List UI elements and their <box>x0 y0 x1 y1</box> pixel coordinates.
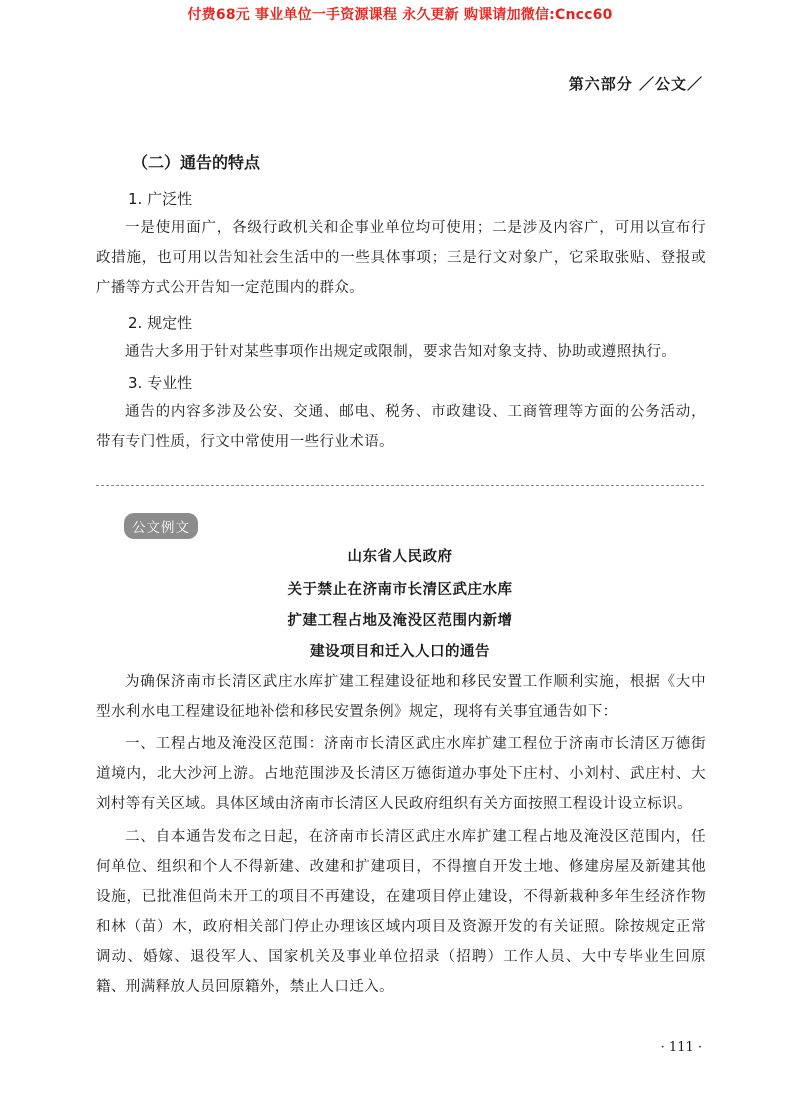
doc-paragraph-two: 二、自本通告发布之日起，在济南市长清区武庄水库扩建工程占地及淹没区范围内，任何单位、组织和个人不得新建、改建和扩建项目，不得擅自开发土地、修建房屋及新建其他设施，已批准但尚未开工的项目不再建设，在建项目停止建设，不得新栽种多年生经济作物和林（苗）木，政府相关部门停止办理该区域内项目及资源开发的有关证照。除按规定正常调动、婚嫁、退役军人、国家机关及事业单位招录（招聘）工作人员、大中专毕业生回原籍、刑满释放人员回原籍外，禁止人口迁入。 <box>96 829 706 995</box>
doc-title-line-3: 扩建工程占地及淹没区范围内新增 <box>287 613 513 629</box>
example-badge: 公文例文 <box>124 513 198 539</box>
doc-title-line-2: 关于禁止在济南市长清区武庄水库 <box>287 582 513 598</box>
doc-title-line-4: 建设项目和迁入人口的通告 <box>310 644 490 660</box>
subheading-professional: 3. 专业性 <box>128 374 193 392</box>
paragraph-breadth: 一是使用面广，各级行政机关和企事业单位均可使用；二是涉及内容广，可用以宣布行政措施，也可用以告知社会生活中的一些具体事项；三是行文对象广，它采取张贴、登报或广播等方式公开告知一定范围内的群众。 <box>96 220 706 296</box>
paragraph-professional: 通告的内容多涉及公安、交通、邮电、税务、市政建设、工商管理等方面的公务活动，带有专门性质，行文中常使用一些行业术语。 <box>96 404 706 450</box>
section-title: （二）通告的特点 <box>132 153 261 172</box>
page-number: · 111 · <box>660 1040 702 1055</box>
section-divider <box>96 485 704 486</box>
doc-paragraph-one: 一、工程占地及淹没区范围：济南市长清区武庄水库扩建工程位于济南市长清区万德街道境内，北大沙河上游。占地范围涉及长清区万德街道办事处下庄村、小刘村、武庄村、大刘村等有关区域。具体区域由济南市长清区人民政府组织有关方面按照工程设计设立标识。 <box>96 736 706 812</box>
paragraph-normative: 通告大多用于针对某些事项作出规定或限制，要求告知对象支持、协助或遵照执行。 <box>125 344 677 360</box>
subheading-normative: 2. 规定性 <box>128 314 193 332</box>
watermark-banner: 付费68元 事业单位一手资源课程 永久更新 购课请加微信:Cncc60 <box>187 7 613 23</box>
running-header: 第六部分 ／公文／ <box>568 75 703 93</box>
doc-title-line-1: 山东省人民政府 <box>347 549 453 565</box>
doc-paragraph-intro: 为确保济南市长清区武庄水库扩建工程建设征地和移民安置工作顺利实施，根据《大中型水利水电工程建设征地补偿和移民安置条例》规定，现将有关事宜通告如下： <box>96 674 706 720</box>
subheading-breadth: 1. 广泛性 <box>128 190 193 208</box>
